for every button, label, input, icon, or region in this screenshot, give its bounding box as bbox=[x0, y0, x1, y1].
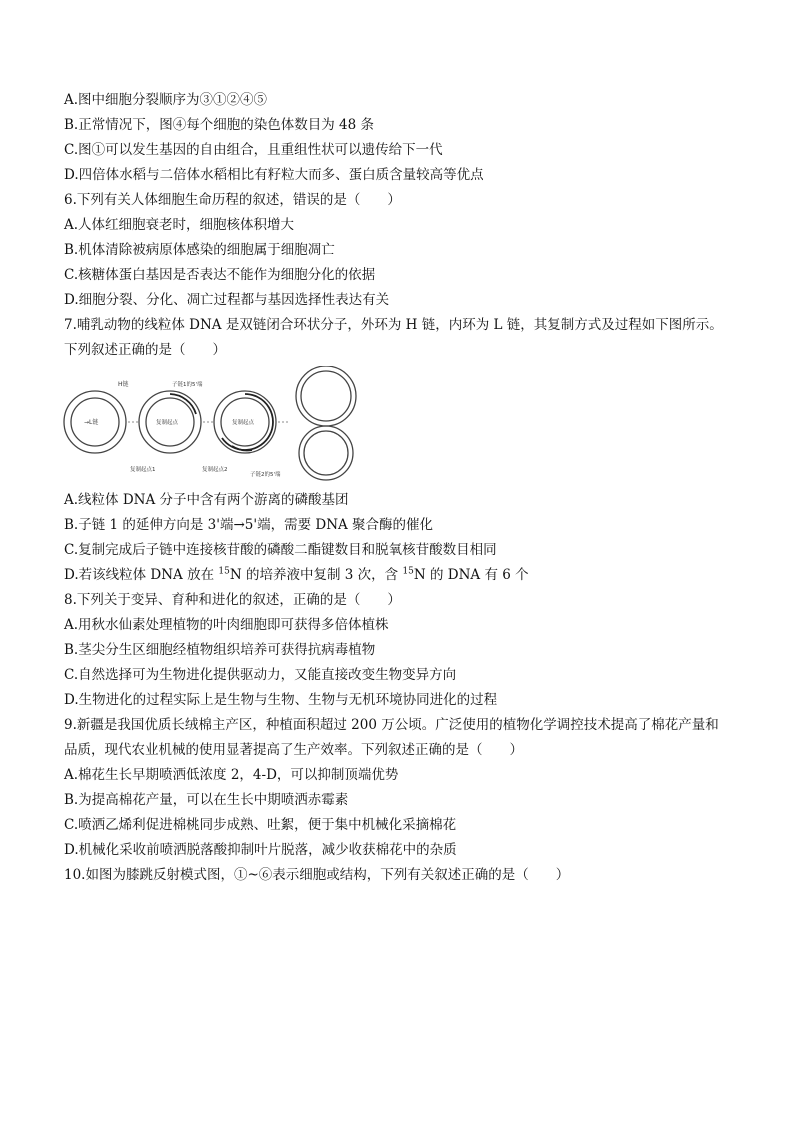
mtdna-circle-2 bbox=[130, 380, 203, 473]
mtdna-replication-diagram bbox=[60, 366, 360, 481]
l-chain-label: →L链 bbox=[84, 419, 99, 426]
q7-option-d: D.若该线粒体 DNA 放在 $^{15}$N 的培养液中复制 3 次，含 $^{15}$N 的 DNA 有 6 个 bbox=[64, 566, 529, 583]
q9-stem-line-1: 9.新疆是我国优质长绒棉主产区，种植面积超过 200 万公顷。广泛使用的植物化学调控技术提高了棉花产量和 bbox=[64, 717, 719, 733]
daughter2-label: 子链2的5'端 bbox=[250, 472, 281, 478]
q8-option-b: B.茎尖分生区细胞经植物组织培养可获得抗病毒植物 bbox=[64, 642, 376, 658]
daughter-strand-1 bbox=[170, 394, 196, 414]
h-chain-label: H链 bbox=[118, 381, 129, 388]
q7-stem-line-1: 7.哺乳动物的线粒体 DNA 是双链闭合环状分子，外环为 H 链，内环为 L 链，其复制方式及过程如下图所示。 bbox=[64, 317, 723, 333]
q8-option-a: A.用秋水仙素处理植物的叶肉细胞即可获得多倍体植株 bbox=[64, 617, 389, 633]
daughter1-label: 子链1的5'端 bbox=[172, 382, 203, 388]
q6-option-b: B.机体清除被病原体感染的细胞属于细胞凋亡 bbox=[64, 242, 335, 258]
product-circle-top bbox=[296, 366, 356, 426]
q8-option-d: D.生物进化的过程实际上是生物与生物、生物与无机环境协同进化的过程 bbox=[64, 692, 498, 708]
origin1-bottom-label: 复制起点1 bbox=[130, 467, 156, 473]
origin1-label: 复制起点 bbox=[156, 420, 179, 426]
q10-stem: 10.如图为膝跳反射模式图，①~⑥表示细胞或结构，下列有关叙述正确的是（ ） bbox=[64, 867, 570, 883]
q7-option-b: B.子链 1 的延伸方向是 3'端→5'端，需要 DNA 聚合酶的催化 bbox=[64, 517, 434, 533]
q9-option-a: A.棉花生长早期喷洒低浓度 2，4-D，可以抑制顶端优势 bbox=[64, 767, 399, 783]
q6-option-d: D.细胞分裂、分化、凋亡过程都与基因选择性表达有关 bbox=[64, 292, 390, 308]
q6-option-c: C.核糖体蛋白基因是否表达不能作为细胞分化的依据 bbox=[64, 267, 376, 283]
q9-option-d: D.机械化采收前喷洒脱落酸抑制叶片脱落，减少收获棉花中的杂质 bbox=[64, 842, 457, 858]
daughter-strand-2 bbox=[232, 446, 252, 450]
q7-option-a: A.线粒体 DNA 分子中含有两个游离的磷酸基团 bbox=[64, 492, 349, 508]
product-circle-bottom bbox=[299, 426, 353, 480]
mtdna-circle-1 bbox=[64, 380, 129, 453]
origin2-bottom-label: 复制起点2 bbox=[202, 467, 228, 473]
q9-option-c: C.喷洒乙烯利促进棉桃同步成熟、吐絮，便于集中机械化采摘棉花 bbox=[64, 817, 457, 833]
q8-option-c: C.自然选择可为生物进化提供驱动力，又能直接改变生物变异方向 bbox=[64, 667, 457, 683]
q5-option-d: D.四倍体水稻与二倍体水稻相比有籽粒大而多、蛋白质含量较高等优点 bbox=[64, 167, 484, 183]
q9-stem-line-2: 品质，现代农业机械的使用显著提高了生产效率。下列叙述正确的是（ ） bbox=[64, 742, 523, 758]
q9-option-b: B.为提高棉花产量，可以在生长中期喷洒赤霉素 bbox=[64, 792, 349, 808]
q6-option-a: A.人体红细胞衰老时，细胞核体积增大 bbox=[64, 217, 295, 233]
q8-stem: 8.下列关于变异、育种和进化的叙述，正确的是（ ） bbox=[64, 592, 401, 608]
q6-stem: 6.下列有关人体细胞生命历程的叙述，错误的是（ ） bbox=[64, 192, 401, 208]
q5-option-a: A.图中细胞分裂顺序为③①②④⑤ bbox=[64, 92, 268, 108]
q5-option-b: B.正常情况下，图④每个细胞的染色体数目为 48 条 bbox=[64, 117, 374, 133]
q5-option-c: C.图①可以发生基因的自由组合，且重组性状可以遗传给下一代 bbox=[64, 142, 443, 158]
origin2-label: 复制起点 bbox=[232, 420, 255, 426]
mtdna-circle-3 bbox=[202, 391, 281, 478]
q7-option-c: C.复制完成后子链中连接核苷酸的磷酸二酯键数目和脱氧核苷酸数目相同 bbox=[64, 542, 497, 558]
q7-stem-line-2: 下列叙述正确的是（ ） bbox=[64, 342, 226, 358]
